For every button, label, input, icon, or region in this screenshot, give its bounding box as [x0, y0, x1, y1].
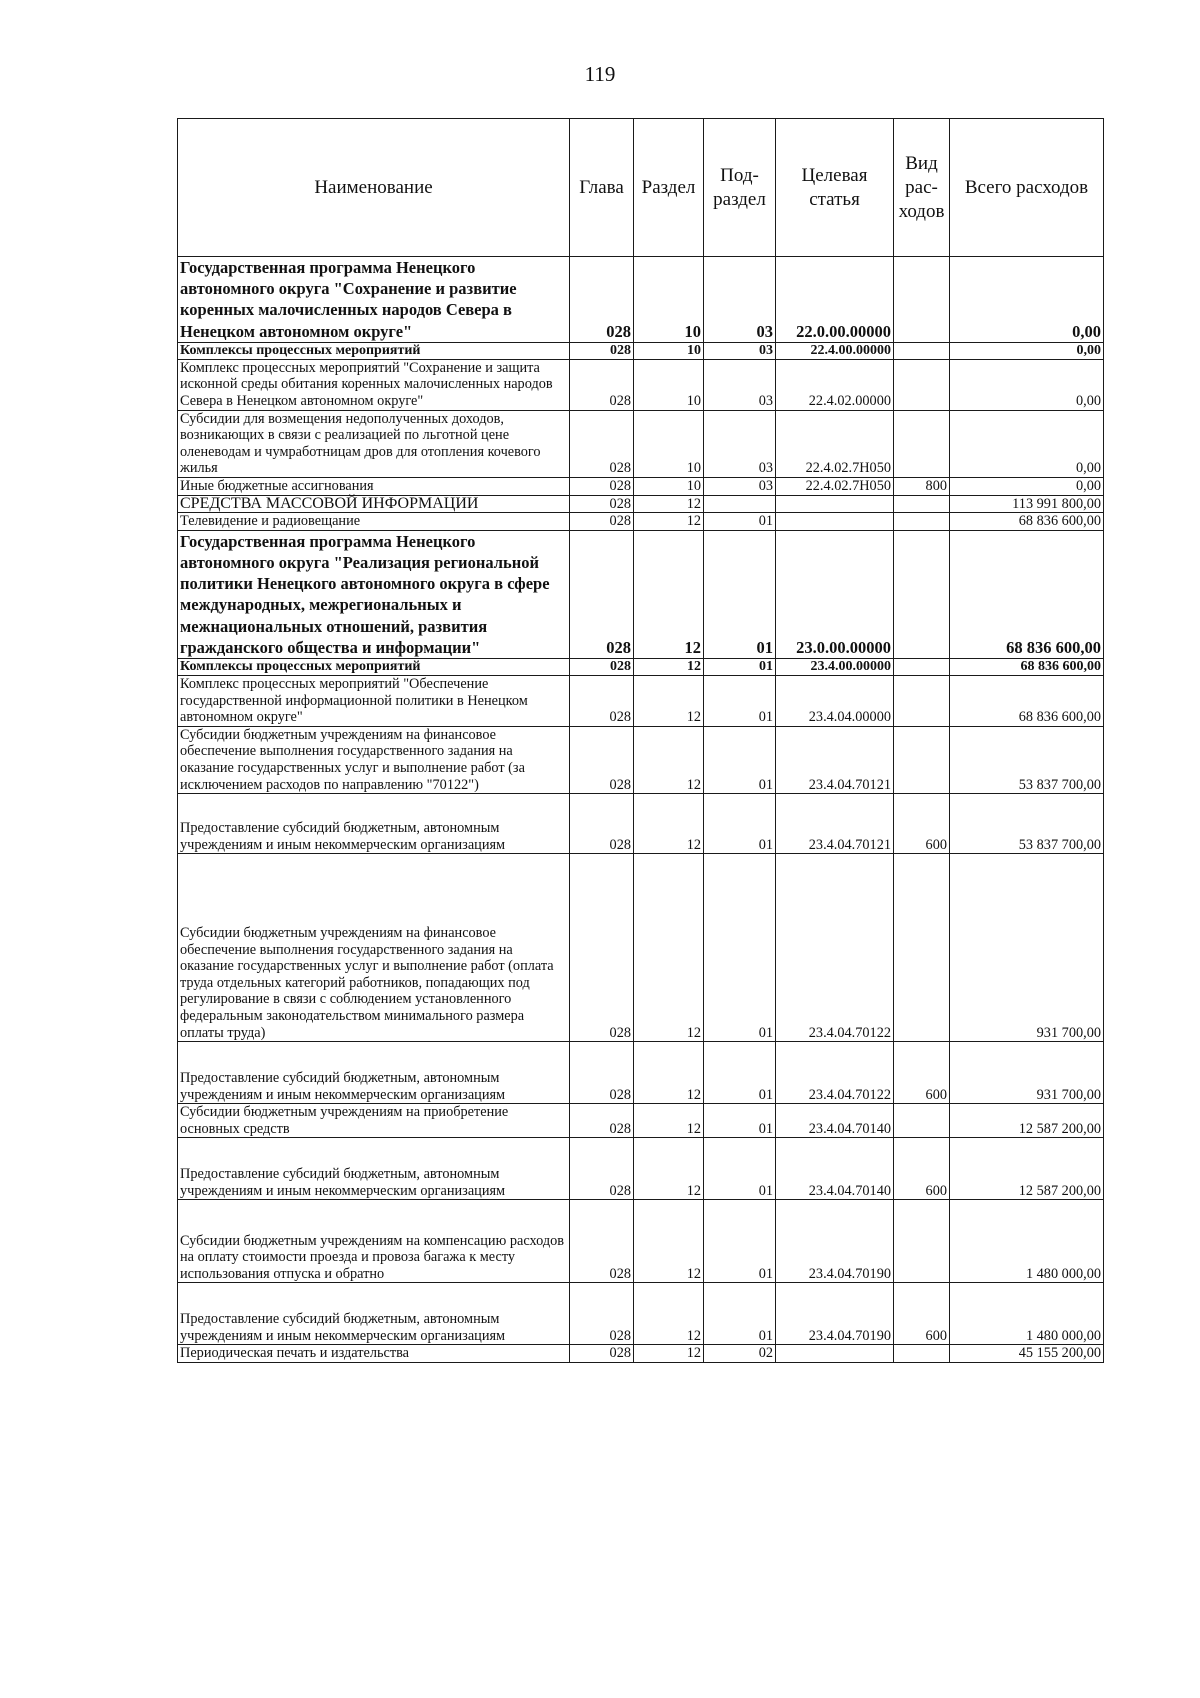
row-name: Предоставление субсидий бюджетным, автономным учреждениям и иным некоммерческим организациям — [178, 1138, 570, 1200]
header-kind: Вид рас-ходов — [894, 119, 950, 257]
row-section: 12 — [634, 1345, 704, 1363]
row-chapter: 028 — [570, 530, 634, 658]
row-kind — [894, 1200, 950, 1283]
row-target: 22.4.02.7Н050 — [776, 477, 894, 495]
row-section: 10 — [634, 342, 704, 359]
row-section: 10 — [634, 477, 704, 495]
row-subsection: 01 — [704, 1200, 776, 1283]
row-name: Субсидии бюджетным учреждениям на финансовое обеспечение выполнения государственного задания на оказание государственных услуг и выполнение работ (за исключением расходов по направлению "70122") — [178, 726, 570, 793]
page-number: 119 — [584, 62, 616, 86]
row-subsection: 01 — [704, 1042, 776, 1104]
row-target: 23.4.04.70190 — [776, 1200, 894, 1283]
row-target: 23.4.04.70122 — [776, 1042, 894, 1104]
table-row — [178, 410, 1104, 477]
row-kind — [894, 675, 950, 726]
row-kind — [894, 359, 950, 410]
row-total: 68 836 600,00 — [950, 513, 1104, 531]
table-header-row — [178, 119, 1104, 257]
row-name: Субсидии бюджетным учреждениям на приобретение основных средств — [178, 1104, 570, 1138]
row-target — [776, 1345, 894, 1363]
row-chapter: 028 — [570, 257, 634, 343]
row-kind — [894, 257, 950, 343]
row-subsection: 03 — [704, 257, 776, 343]
row-section: 12 — [634, 675, 704, 726]
row-section: 12 — [634, 1104, 704, 1138]
header-target: Целевая статья — [776, 119, 894, 257]
row-total: 0,00 — [950, 257, 1104, 343]
row-chapter: 028 — [570, 1104, 634, 1138]
row-chapter: 028 — [570, 342, 634, 359]
header-chapter: Глава — [570, 119, 634, 257]
row-total: 68 836 600,00 — [950, 530, 1104, 658]
row-target: 22.4.02.7Н050 — [776, 410, 894, 477]
row-kind — [894, 726, 950, 793]
row-chapter: 028 — [570, 1345, 634, 1363]
row-kind — [894, 1345, 950, 1363]
row-total: 931 700,00 — [950, 854, 1104, 1042]
row-section: 12 — [634, 726, 704, 793]
row-kind — [894, 513, 950, 531]
row-target: 23.4.00.00000 — [776, 658, 894, 675]
row-subsection: 01 — [704, 658, 776, 675]
row-target: 23.4.04.70140 — [776, 1138, 894, 1200]
row-section: 12 — [634, 495, 704, 513]
row-section: 12 — [634, 658, 704, 675]
row-chapter: 028 — [570, 854, 634, 1042]
row-name: Предоставление субсидий бюджетным, автономным учреждениям и иным некоммерческим организациям — [178, 1283, 570, 1345]
table-row — [178, 530, 1104, 658]
row-chapter: 028 — [570, 1200, 634, 1283]
row-chapter: 028 — [570, 1042, 634, 1104]
row-subsection: 01 — [704, 854, 776, 1042]
table-row — [178, 854, 1104, 1042]
table-row — [178, 257, 1104, 343]
row-section: 12 — [634, 854, 704, 1042]
row-target: 23.4.04.70140 — [776, 1104, 894, 1138]
row-total: 53 837 700,00 — [950, 794, 1104, 854]
row-name: Комплексы процессных мероприятий — [178, 342, 570, 359]
header-name: Наименование — [178, 119, 570, 257]
row-name: Субсидии бюджетным учреждениям на компенсацию расходов на оплату стоимости проезда и провоза багажа к месту использования отпуска и обратно — [178, 1200, 570, 1283]
row-target: 23.4.04.70122 — [776, 854, 894, 1042]
table-row — [178, 1138, 1104, 1200]
row-name: Комплекс процессных мероприятий "Сохранение и защита исконной среды обитания коренных малочисленных народов Севера в Ненецком автономном округе" — [178, 359, 570, 410]
row-kind: 600 — [894, 1042, 950, 1104]
row-total: 12 587 200,00 — [950, 1138, 1104, 1200]
row-target: 23.4.04.70190 — [776, 1283, 894, 1345]
row-subsection: 01 — [704, 1283, 776, 1345]
row-section: 12 — [634, 1200, 704, 1283]
table-row — [178, 1345, 1104, 1363]
row-chapter: 028 — [570, 1283, 634, 1345]
row-subsection: 02 — [704, 1345, 776, 1363]
header-total: Всего расходов — [950, 119, 1104, 257]
row-kind — [894, 530, 950, 658]
row-total: 68 836 600,00 — [950, 675, 1104, 726]
row-target: 23.4.04.00000 — [776, 675, 894, 726]
row-subsection: 01 — [704, 1138, 776, 1200]
table-row — [178, 1042, 1104, 1104]
row-chapter: 028 — [570, 658, 634, 675]
row-subsection: 03 — [704, 410, 776, 477]
row-kind: 600 — [894, 1138, 950, 1200]
row-kind: 600 — [894, 794, 950, 854]
row-target: 22.4.02.00000 — [776, 359, 894, 410]
table-row — [178, 477, 1104, 495]
row-total: 68 836 600,00 — [950, 658, 1104, 675]
row-total: 0,00 — [950, 410, 1104, 477]
row-section: 12 — [634, 513, 704, 531]
row-name: Периодическая печать и издательства — [178, 1345, 570, 1363]
table-row — [178, 726, 1104, 793]
table-row — [178, 1104, 1104, 1138]
table-row — [178, 1200, 1104, 1283]
row-kind: 800 — [894, 477, 950, 495]
table-row — [178, 658, 1104, 675]
row-chapter: 028 — [570, 410, 634, 477]
row-subsection: 01 — [704, 530, 776, 658]
row-name: Предоставление субсидий бюджетным, автономным учреждениям и иным некоммерческим организациям — [178, 1042, 570, 1104]
row-section: 12 — [634, 1138, 704, 1200]
row-kind — [894, 854, 950, 1042]
table-row — [178, 359, 1104, 410]
header-subsection: Под-раздел — [704, 119, 776, 257]
row-subsection: 01 — [704, 513, 776, 531]
row-total: 0,00 — [950, 359, 1104, 410]
row-total: 0,00 — [950, 477, 1104, 495]
row-total: 1 480 000,00 — [950, 1283, 1104, 1345]
row-total: 45 155 200,00 — [950, 1345, 1104, 1363]
row-total: 113 991 800,00 — [950, 495, 1104, 513]
row-name: СРЕДСТВА МАССОВОЙ ИНФОРМАЦИИ — [178, 495, 570, 513]
row-name: Телевидение и радиовещание — [178, 513, 570, 531]
row-chapter: 028 — [570, 794, 634, 854]
budget-table — [177, 118, 1104, 1363]
row-section: 12 — [634, 1042, 704, 1104]
table-row — [178, 495, 1104, 513]
row-total: 0,00 — [950, 342, 1104, 359]
table-row — [178, 513, 1104, 531]
row-name: Субсидии для возмещения недополученных доходов, возникающих в связи с реализацией по льготной цене оленеводам и чумработницам дров для отопления кочевого жилья — [178, 410, 570, 477]
row-total: 931 700,00 — [950, 1042, 1104, 1104]
table-row — [178, 342, 1104, 359]
row-chapter: 028 — [570, 675, 634, 726]
row-section: 12 — [634, 530, 704, 658]
row-total: 1 480 000,00 — [950, 1200, 1104, 1283]
row-name: Комплексы процессных мероприятий — [178, 658, 570, 675]
row-chapter: 028 — [570, 359, 634, 410]
header-section: Раздел — [634, 119, 704, 257]
row-kind — [894, 342, 950, 359]
row-chapter: 028 — [570, 477, 634, 495]
table-row — [178, 794, 1104, 854]
row-total: 53 837 700,00 — [950, 726, 1104, 793]
row-section: 10 — [634, 410, 704, 477]
row-subsection: 01 — [704, 1104, 776, 1138]
row-target — [776, 495, 894, 513]
row-subsection: 01 — [704, 675, 776, 726]
row-kind — [894, 658, 950, 675]
row-target: 23.0.00.00000 — [776, 530, 894, 658]
row-target: 22.0.00.00000 — [776, 257, 894, 343]
table-row — [178, 675, 1104, 726]
row-name: Государственная программа Ненецкого автономного округа "Сохранение и развитие коренных малочисленных народов Севера в Ненецком автономном округе" — [178, 257, 570, 343]
row-subsection — [704, 495, 776, 513]
row-chapter: 028 — [570, 726, 634, 793]
row-name: Субсидии бюджетным учреждениям на финансовое обеспечение выполнения государственного задания на оказание государственных услуг и выполнение работ (оплата труда отдельных категорий работников, попадающих под регулирование в связи с соблюдением установленного федеральным законодательством минимального размера оплаты труда) — [178, 854, 570, 1042]
row-subsection: 03 — [704, 359, 776, 410]
row-section: 10 — [634, 257, 704, 343]
table-row — [178, 1283, 1104, 1345]
row-subsection: 01 — [704, 794, 776, 854]
row-kind — [894, 1104, 950, 1138]
row-subsection: 03 — [704, 342, 776, 359]
row-section: 12 — [634, 1283, 704, 1345]
row-section: 12 — [634, 794, 704, 854]
row-total: 12 587 200,00 — [950, 1104, 1104, 1138]
row-kind — [894, 495, 950, 513]
row-name: Государственная программа Ненецкого автономного округа "Реализация региональной политики Ненецкого автономного округа в сфере международных, межрегиональных и межнациональных отношений, развития гражданского общества и информации" — [178, 530, 570, 658]
row-chapter: 028 — [570, 1138, 634, 1200]
row-section: 10 — [634, 359, 704, 410]
row-chapter: 028 — [570, 513, 634, 531]
row-target: 23.4.04.70121 — [776, 794, 894, 854]
row-target — [776, 513, 894, 531]
row-target: 22.4.00.00000 — [776, 342, 894, 359]
row-kind: 600 — [894, 1283, 950, 1345]
row-name: Предоставление субсидий бюджетным, автономным учреждениям и иным некоммерческим организациям — [178, 794, 570, 854]
row-name: Иные бюджетные ассигнования — [178, 477, 570, 495]
row-target: 23.4.04.70121 — [776, 726, 894, 793]
row-subsection: 03 — [704, 477, 776, 495]
row-kind — [894, 410, 950, 477]
row-subsection: 01 — [704, 726, 776, 793]
row-chapter: 028 — [570, 495, 634, 513]
row-name: Комплекс процессных мероприятий "Обеспечение государственной информационной политики в Ненецком автономном округе" — [178, 675, 570, 726]
